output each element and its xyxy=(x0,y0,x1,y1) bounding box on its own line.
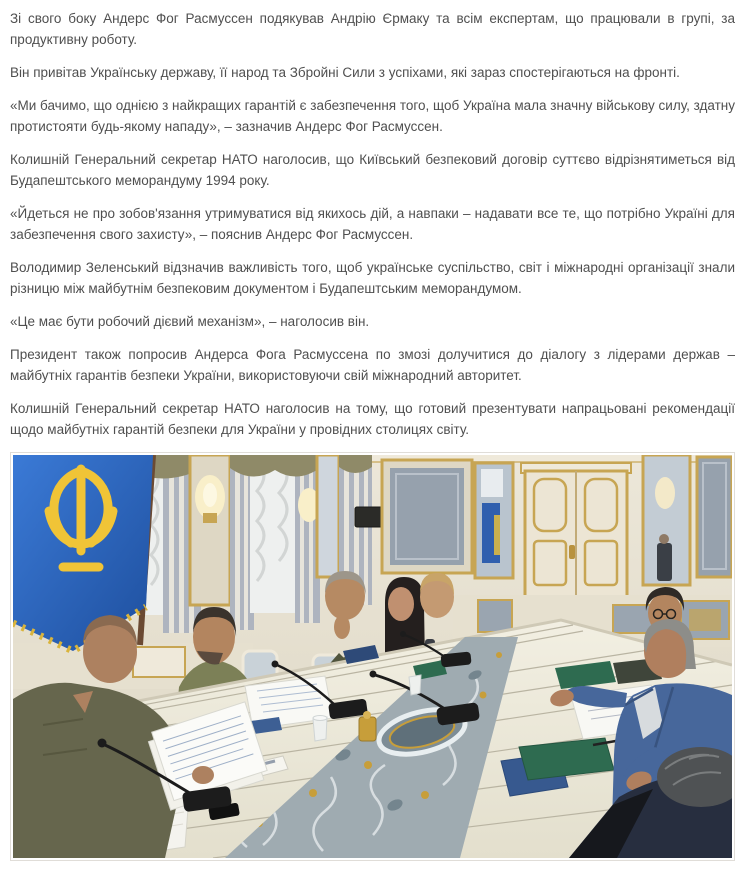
article-paragraph: Колишній Генеральний секретар НАТО наголосив, що Київський безпековий договір суттєво відрізнятиметься від Будапештського меморандуму 1994 року. xyxy=(10,152,735,188)
meeting-photo xyxy=(10,452,735,861)
article-paragraph: Колишній Генеральний секретар НАТО наголосив на тому, що готовий презентувати напрацьовані рекомендації щодо майбутніх гарантій безпеки для України у провідних столицях світу. xyxy=(10,401,735,437)
water-glass xyxy=(313,716,327,742)
article-paragraph: «Йдеться не про зобов'язання утримуватися від якихось дій, а навпаки – надавати все те, що потрібно Україні для забезпечення свого захисту», – пояснив Андерс Фог Расмуссен. xyxy=(10,206,735,242)
article-paragraph: «Ми бачимо, що однією з найкращих гарантій є забезпечення того, щоб Україна мала значну військову силу, здатну протистояти будь-якому нападу», – зазначив Андерс Фог Расмуссен. xyxy=(10,98,735,134)
article-paragraph: Президент також попросив Андерса Фога Расмуссена по змозі долучитися до діалогу з лідерами держав – майбутніх гарантів безпеки України, використовуючи свій міжнародний авторитет. xyxy=(10,347,735,383)
article-paragraph: Володимир Зеленський відзначив важливість того, щоб українське суспільство, світ і міжнародні організації знали різницю між майбутнім безпековим документом і Будапештським меморандумом. xyxy=(10,260,735,296)
wall-panel-gray xyxy=(382,460,472,573)
wall-panel-right xyxy=(697,457,732,577)
article-paragraph: Він привітав Українську державу, її народ та Збройні Сили з успіхами, які зараз спостерігаються на фронті. xyxy=(10,65,680,80)
double-door xyxy=(521,463,631,606)
paragraph-list xyxy=(10,8,735,440)
mirror-flag-reflection xyxy=(475,463,513,578)
water-glass xyxy=(409,675,421,695)
wall-sconce-left xyxy=(190,455,230,605)
meeting-photo-scene xyxy=(13,455,732,858)
mirror-figure-reflection xyxy=(643,455,690,585)
window-curtains-center xyxy=(230,455,320,630)
gilt-mirror-center xyxy=(317,455,339,577)
article-paragraph: Зі свого боку Андерс Фог Расмуссен подякував Андрію Єрмаку та всім експертам, що працювали в групі, за продуктивну роботу. xyxy=(10,11,735,47)
article-paragraph: «Це має бути робочий дієвий механізм», – наголосив він. xyxy=(10,314,370,329)
